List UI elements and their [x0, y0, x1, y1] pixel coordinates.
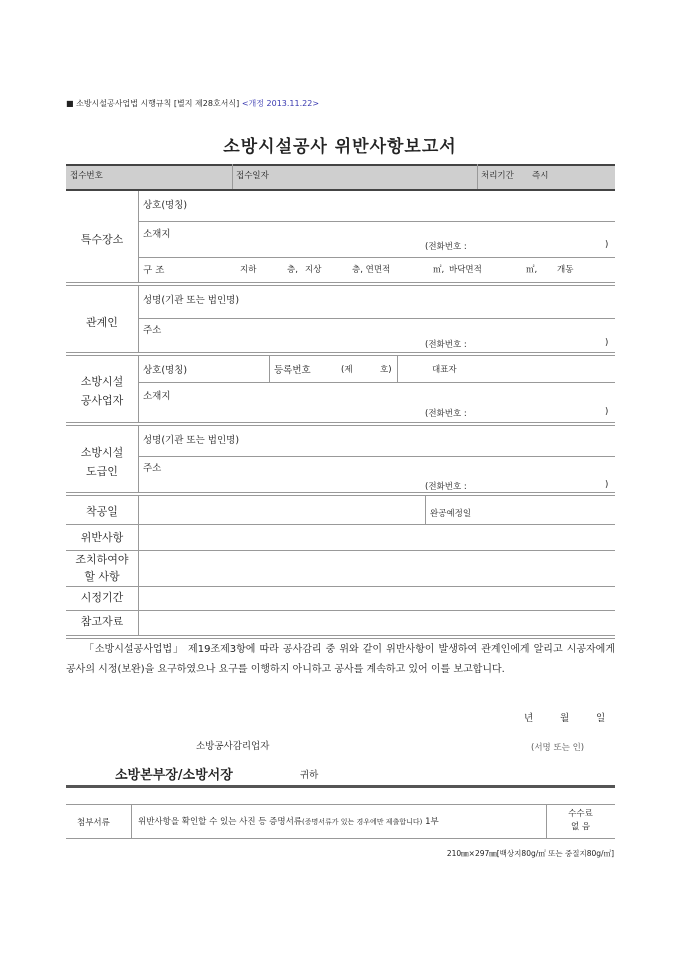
divider: [66, 785, 615, 788]
divider: [66, 495, 615, 496]
registration-open: (제: [341, 365, 353, 375]
divider: [138, 382, 615, 383]
m2-unit: ㎡,: [433, 265, 445, 275]
receipt-no-label: 접수번호: [70, 171, 103, 181]
reference-label: 참고자료: [80, 615, 124, 628]
correction-period-label: 시정기간: [80, 591, 124, 604]
divider: [232, 164, 233, 189]
divider: [66, 355, 615, 356]
divider: [138, 456, 615, 457]
completion-date-label: 완공예정일: [430, 509, 472, 519]
floor-unit: 층,: [287, 265, 298, 275]
divider: [138, 425, 139, 492]
special-site-label: 특수장소: [80, 233, 124, 246]
revision-date: <개정 2013.11.22>: [241, 99, 320, 108]
contractee-label-1: 소방시설: [80, 446, 124, 459]
divider: [66, 492, 615, 493]
attachments-count: 1부: [425, 817, 439, 827]
divider: [138, 221, 615, 222]
floor-area-label: 바닥면적: [449, 265, 482, 275]
form-reference: [66, 98, 319, 109]
divider: [66, 804, 615, 805]
violation-label: 위반사항: [80, 531, 124, 544]
divider: [138, 355, 139, 422]
recipient-label: 소방본부장/소방서장: [115, 768, 233, 783]
processing-period-value: 즉시: [532, 171, 549, 181]
contractor-label-1: 소방시설: [80, 375, 124, 388]
divider: [66, 550, 615, 551]
start-date-label: 착공일: [86, 505, 118, 518]
contractor-address-label: 소재지: [143, 391, 171, 402]
structure-label: 구 조: [143, 265, 165, 276]
divider: [425, 495, 426, 524]
year-label: 년: [524, 713, 534, 724]
statement-body: 「소방시설공사업법」 제19조제3항에 따라 공사감리 중 위와 같이 위반사항이 발생하여 관계인에게 알리고 시공자에게 공사의 시정(보완)을 요구하였으나 요구를 이행하지 아니하고 공사를 계속하고 있어 이를 보고합니다.: [66, 644, 615, 675]
divider: [138, 495, 139, 635]
m2-unit-b: ㎡,: [526, 265, 538, 275]
contractee-phone-close: ): [605, 480, 609, 490]
divider: [66, 838, 615, 839]
action-label-2: 할 사항: [84, 570, 120, 583]
attachments-note: (증명서류가 있는 경우에만 제출합니다): [302, 818, 423, 826]
related-address-label: 주소: [143, 325, 162, 336]
contractor-phone-label: (전화번호 :: [425, 409, 467, 419]
divider: [138, 191, 139, 282]
fee-value: 없 음: [570, 822, 591, 832]
contractee-address-label: 주소: [143, 463, 162, 474]
total-area-label: 층, 연면적: [352, 265, 391, 275]
divider: [66, 524, 615, 525]
registration-close: 호): [380, 365, 392, 375]
divider: [138, 257, 615, 258]
attachments-label: 첨부서류: [77, 818, 110, 828]
site-phone-close: ): [605, 240, 609, 250]
related-name-label: 성명(기관 또는 법인명): [143, 295, 240, 306]
divider: [66, 425, 615, 426]
representative-label: 대표자: [432, 365, 457, 375]
divider: [66, 610, 615, 611]
site-name-label: 상호(명칭): [143, 200, 188, 211]
ground-label: 지상: [305, 265, 322, 275]
form-ref-text: ■ 소방시설공사업법 시행규칙 [별지 제28호서식]: [66, 99, 240, 108]
divider: [66, 352, 615, 353]
related-phone-close: ): [605, 338, 609, 348]
site-phone-label: (전화번호 :: [425, 242, 467, 252]
related-person-label: 관계인: [86, 316, 118, 329]
divider: [66, 422, 615, 423]
divider: [66, 285, 615, 286]
divider: [269, 355, 270, 382]
site-address-label: 소재지: [143, 229, 171, 240]
divider: [66, 282, 615, 283]
page-title: 소방시설공사 위반사항보고서: [223, 137, 457, 157]
related-phone-label: (전화번호 :: [425, 340, 467, 350]
contractor-label-2: 공사업자: [80, 394, 124, 407]
day-label: 일: [596, 713, 606, 724]
divider: [66, 164, 615, 166]
attachments-content: [138, 815, 439, 827]
divider: [397, 355, 398, 382]
divider: [66, 586, 615, 587]
divider: [66, 635, 615, 636]
paper-spec: 210㎜×297㎜[백상지80g/㎡ 또는 중질지80g/㎡]: [446, 849, 614, 858]
basement-label: 지하: [240, 265, 257, 275]
divider: [477, 164, 478, 189]
contractee-label-2: 도급인: [86, 465, 118, 478]
divider: [138, 318, 615, 319]
action-label-1: 조치하여야: [75, 553, 129, 566]
divider: [131, 804, 132, 838]
signature-label: (서명 또는 인): [531, 743, 585, 753]
honorific-label: 귀하: [300, 770, 319, 781]
contractor-phone-close: ): [605, 407, 609, 417]
attachments-main: 위반사항을 확인할 수 있는 사진 등 증명서류: [138, 817, 303, 827]
contractee-phone-label: (전화번호 :: [425, 482, 467, 492]
receipt-date-label: 접수일자: [236, 171, 269, 181]
buildings-label: 개동: [557, 265, 574, 275]
fee-label: 수수료: [568, 809, 593, 819]
month-label: 월: [560, 713, 570, 724]
processing-period-label: 처리기간: [481, 171, 514, 181]
divider: [66, 638, 615, 639]
contractee-name-label: 성명(기관 또는 법인명): [143, 435, 240, 446]
supervisor-label: 소방공사감리업자: [196, 741, 270, 752]
divider: [66, 189, 615, 191]
registration-no-label: 등록번호: [274, 365, 311, 376]
contractor-name-label: 상호(명칭): [143, 365, 188, 376]
